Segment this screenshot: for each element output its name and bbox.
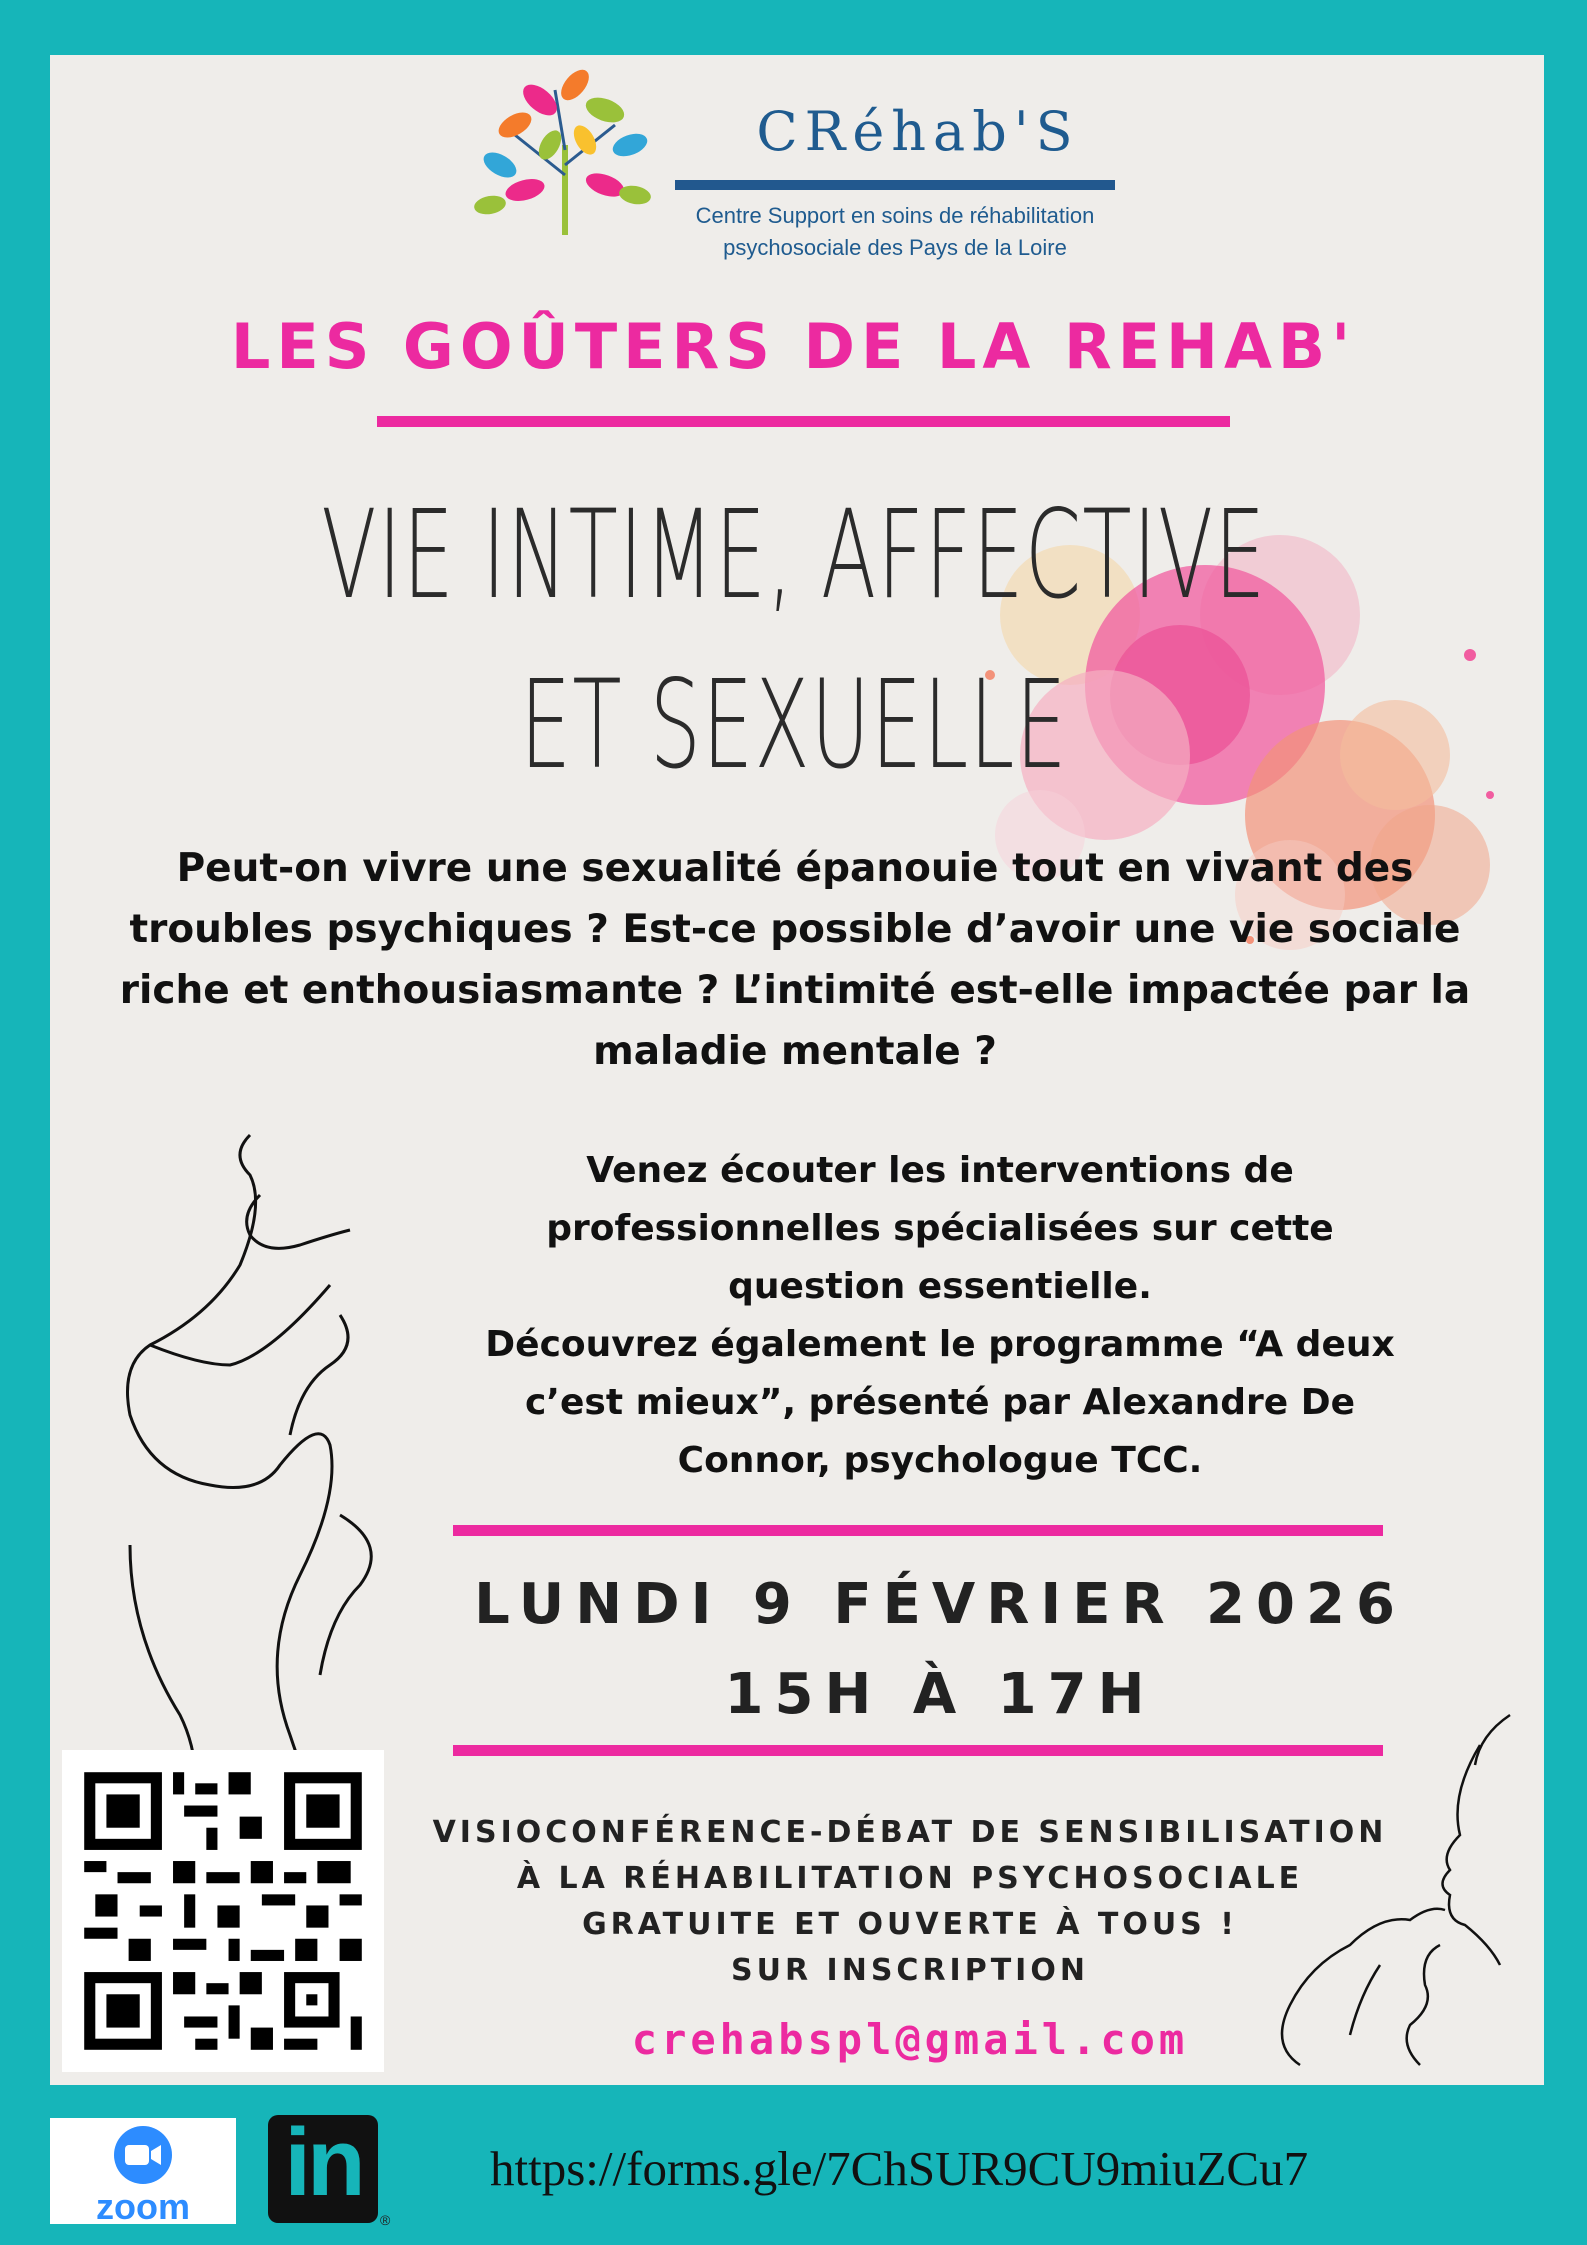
- invite-paragraph: [440, 1142, 1440, 1490]
- linkedin-label: in: [284, 2109, 362, 2216]
- tree-logo-icon: [455, 55, 675, 240]
- invite-line6: Connor, psychologue TCC.: [677, 1440, 1203, 1481]
- event-info: [360, 1810, 1460, 1994]
- invite-line5: c’est mieux”, présenté par Alexandre De: [524, 1382, 1356, 1423]
- main-title: [270, 470, 1317, 810]
- info-line1: VISIOCONFÉRENCE-DÉBAT DE SENSIBILISATION: [432, 1815, 1388, 1850]
- info-line4: SUR INSCRIPTION: [731, 1953, 1089, 1988]
- logo-name: CRéhab'S: [756, 100, 1080, 163]
- main-title-line1: VIE INTIME, AFFECTIVE: [321, 484, 1267, 626]
- question-line4: maladie mentale ?: [593, 1029, 997, 1074]
- logo-underline: [675, 180, 1115, 190]
- invite-line1: Venez écouter les interventions de: [586, 1150, 1294, 1191]
- divider-date-bottom: [453, 1745, 1383, 1756]
- logo-subtitle-line2: psychosociale des Pays de la Loire: [723, 235, 1067, 260]
- qr-code[interactable]: [62, 1750, 384, 2072]
- divider-date-top: [453, 1525, 1383, 1536]
- question-line2: troubles psychiques ? Est-ce possible d’avoir une vie sociale: [129, 907, 1461, 952]
- question-paragraph: [70, 838, 1520, 1082]
- event-date: LUNDI 9 FÉVRIER 2026: [474, 1572, 1406, 1637]
- event-time: 15H À 17H: [724, 1662, 1156, 1727]
- contact-email[interactable]: crehabspl@gmail.com: [631, 2015, 1189, 2064]
- invite-line2: professionnelles spécialisées sur cette: [546, 1208, 1334, 1249]
- question-line3: riche et enthousiasmante ? L’intimité est-elle impactée par la: [119, 968, 1471, 1013]
- invite-line3: question essentielle.: [728, 1266, 1152, 1307]
- main-title-line2: ET SEXUELLE: [520, 654, 1068, 796]
- event-datetime: [440, 1560, 1440, 1740]
- invite-line4: Découvrez également le programme “A deux: [485, 1324, 1395, 1365]
- linkedin-registered-mark: ®: [380, 2212, 391, 2228]
- divider-top: [377, 416, 1230, 427]
- logo-subtitle-line1: Centre Support en soins de réhabilitation: [695, 203, 1095, 228]
- woman-silhouette-drawing: [90, 1115, 430, 1815]
- zoom-label: zoom: [96, 2186, 190, 2227]
- info-line3: GRATUITE ET OUVERTE À TOUS !: [582, 1907, 1238, 1942]
- zoom-icon: [108, 2125, 178, 2185]
- question-line1: Peut-on vivre une sexualité épanouie tout en vivant des: [176, 846, 1414, 891]
- info-line2: À LA RÉHABILITATION PSYCHOSOCIALE: [516, 1861, 1304, 1896]
- registration-url[interactable]: https://forms.gle/7ChSUR9CU9miuZCu7: [490, 2141, 1309, 2196]
- series-title: LES GOÛTERS DE LA REHAB': [230, 310, 1357, 383]
- qr-code-box[interactable]: [62, 1750, 384, 2072]
- logo-subtitle: [660, 200, 1130, 264]
